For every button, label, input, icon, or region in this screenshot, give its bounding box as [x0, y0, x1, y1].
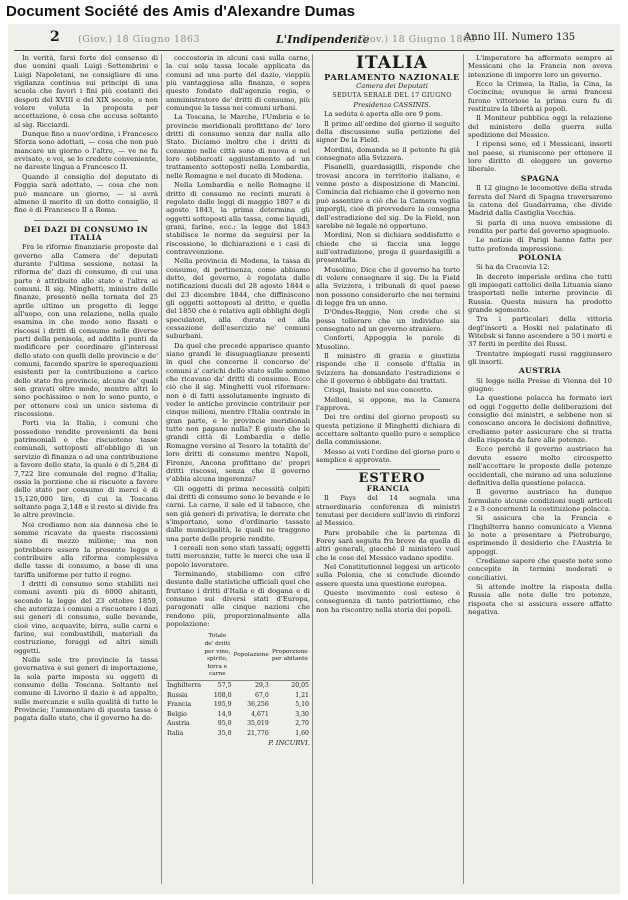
table-cell: 36,256 — [247, 701, 269, 709]
paragraph: Si attende inoltre la risposta della Russia alle note delle tre potenze, risposta che si assicura essere affatto negativa. — [468, 582, 612, 616]
table-cell: Austria — [167, 720, 190, 728]
table-header: Popolazione — [233, 632, 270, 680]
table-cell: 108,0 — [213, 691, 232, 699]
table-cell: 21,776 — [247, 729, 269, 737]
paragraph: Si legge nella Presse di Vienna del 10 giugno: — [468, 376, 612, 394]
table-header: Proporzione per abitante — [270, 632, 310, 680]
table-row — [166, 710, 310, 720]
paragraph: Messo ai voti l'ordine del giorno puro e semplice è approvato. — [316, 447, 460, 465]
table-row — [166, 700, 310, 710]
masthead — [14, 28, 614, 51]
section-heading-austria: AUSTRIA — [518, 366, 562, 376]
headline: ITALIA — [356, 54, 428, 73]
paragraph: Il governo austriaco ha dunque formulato alcune condizioni sugli articoli 2 e 3 concernenti la costituzione polacca. — [468, 488, 612, 513]
paragraph: Conforti, Appoggia le parole di Musolino. — [316, 334, 460, 351]
section-heading: DEI DAZI DI CONSUMO IN ITALIA — [23, 224, 149, 242]
paragraph: Gli oggetti di prima necessità colpiti dai dritti di consumo sono le bevande e le carni. La carne, il sale ed il tabacco, che son già generi di privativa; le derrate che s'importano, sono d'ordinario tassate dalle municipalità, le quali ne traggono una parte delle proprie rendite. — [166, 484, 310, 543]
table-row — [166, 729, 310, 739]
column-3 — [316, 54, 460, 884]
date-left: (Giov.) 18 Giugno 1863 — [78, 34, 201, 45]
paragraph: Trentatre impiegati russi raggiunsero gli insorti. — [468, 349, 612, 367]
paragraph: Il primo all'ordine del giorno il seguito della discussione sulla petizione del signor De la Field. — [316, 119, 460, 145]
paragraph: coccostoria in alcuni casi sulla carne, la cui sola tassa locale applicata da comuni ad una parte del dazio, vieppiù più vantaggiosa alla finanza, e sopra questo fondato dall'agenzia regia, o amministratore de' dritti di consumo, più comunque la tassa nei comuni urbani. — [166, 54, 310, 113]
paragraph: Le notizie di Parigi hanno fatto per tutto profonda impressione. — [468, 236, 612, 253]
newspaper-title: L'Indipendente — [276, 33, 370, 46]
issue-number: Anno III. Numero 135 — [464, 32, 576, 43]
paragraph: Nel Constitutionnel leggesi un articolo sulla Polonia, che si conclude dicendo essere questa una questione europea. — [316, 562, 460, 588]
page-number: 2 — [50, 29, 60, 45]
table-cell: 1,60 — [295, 729, 309, 737]
table-row — [166, 691, 310, 701]
column-rule — [463, 54, 464, 884]
paragraph: Porti via la Italia, i comuni che possedono rendite provenienti da beni patrimoniali e che riscuotono tasse comunali, sottoposti all'obbligo di un servizio di finanza o ad una contribuzione a favore dello stato, la quale è di 5,284 di 7,722 lire comunale del regno d'Italia; ossia la porzione che si riscuote a favore dello stato per consumo di merci è di 15,120,000 lire, di cui la Toscana soltanto paga 2,148 e il resto si divide fra le altre provincie. — [14, 419, 158, 520]
date-right: (Giov.) 18 Giugno 1863 — [354, 34, 477, 45]
divider — [336, 469, 440, 470]
paragraph: Terminando, stabiliamo con cifre desunte dalle statistiche ufficiali quel che fruttano i dritti d'Italia e di dogana e di consumo sui diversi stati d'Europa, paragonati alle cinque nazioni che rendono più, proporzionalmente alla popolazione: — [166, 569, 310, 629]
paragraph: Da quel che precede apparisce quanto siano grandi le disuguaglianze presenti in quel che concerne il concorso de' comuni a' carichi dello stato sulle somme che ricavano da' dritti di consumo. Ecco ciò che il sig. Minghetti vuol riformare: non è di fatti assolutamente ingiusto di veder le antiche provincie contribuir per cinque milioni, mentre l'Italia centrale in gran parte, e le provincie meridionali tutte non pagano nulla? È giusto che le grandi città di Lombardia e delle Romagne versino al Tesoro la totalità de' loro dritti di consumo mentre Napoli, Firenze, Ancona profittano de' propri dritti riscossi, senza che il governo v'abbia alcuna ingerenza? — [166, 341, 310, 484]
section-heading-polonia: POLONIA — [518, 252, 562, 262]
paragraph: Musolino, Dice che il governo ha torto di volere consegnare il sig. De la Field alla Svizzera, i tribunali di quel paese non possono considerarlo che nei termini di legge fra un anno. — [316, 265, 460, 307]
paragraph: I dritti di consumo sono stabiliti nei comuni aventi più di 6000 abitanti, secondo la legge del 23 ottobre 1859, che autorizza i comuni a riscuotere i dazi sui generi di consumo, sulle bevande, cioè vino, acquavite, birra, sulle carni e farine, sui combustibili, materiali da costruzione, foraggi ed altri simili oggetti. — [14, 579, 158, 655]
paragraph: Crediamo sapere che queste note sono concepite in termini moderati e conciliativi. — [468, 556, 612, 582]
table-cell: 4,671 — [251, 710, 269, 718]
table-cell: 5,10 — [295, 701, 309, 709]
paragraph: Mordini, domanda se il petente fu già consegnato alla Svizzera. — [316, 145, 460, 163]
table-cell: Russia — [167, 691, 188, 699]
table-header: Totale de' dritti per vino, spirito, birra e carne — [202, 632, 232, 680]
paragraph: Pare probabile che la partenza di Forey sarà seguita fra breve da quella di altri generali, giacchè il ministero vuol che le cose del Messico vadano spedite. — [316, 528, 460, 562]
session-title: SEDUTA SERALE DEL 17 GIUGNO — [332, 91, 452, 99]
signature: P. INCURVI. — [268, 738, 310, 747]
paragraph: Tra i particolari della vittoria degl'insorti a Hoski nel palatinato di Witebsk si fanno ascendere a 50 i morti e 37 feriti in perdite dei Russi. — [468, 315, 612, 349]
banner-text: Document Société des Amis d'Alexandre Dumas — [6, 3, 356, 20]
paragraph: Nella provincia di Modena, la tassa di consumo, di pertinenza, come abbiamo detto, del governo, è regolata dalle notificazioni ducali del 28 agosto 1844 e del 23 dicembre 1844, che diffiniscono gli oggetti sottoposti al dritto, e quella del 1850 che è relativa agli obblighi degli speculatori, alla durata ed alla cessazione dell'esercizio ne' comuni suburbani. — [166, 257, 310, 341]
table-cell: Belgio — [167, 710, 187, 718]
paragraph: La Toscana, le Marche, l'Umbria e le provincie meridionali profittano de' loro dritti di consumo senza dar nulla allo Stato. Diciamo inoltre che i dritti di consumo nelle città sono di nuova e nel loro sobbarcati aggiustamento ad un trattamento sottoposti nella Lombardia, nelle Romagne e nel ducato di Modena. — [166, 113, 310, 180]
table-row — [166, 719, 310, 729]
paragraph: Ecco la Crimea, la Italia, la Cina, la Cocincina; ovunque le armi francesi furono vittoriose la prima cura fu di restituire la libertà ai popoli. — [468, 80, 612, 114]
table-cell: 67,0 — [255, 691, 269, 699]
table-cell: 2,70 — [295, 720, 309, 728]
table-cell: 3,30 — [295, 710, 309, 718]
section-heading-francia: FRANCIA — [366, 483, 410, 493]
paragraph: D'Ondes-Reggio, Non crede che si possa tollerare che un individuo sia consegnato ad un governo straniero. — [316, 308, 460, 333]
paragraph: Dunque fino a nuov'ordine, i Francesco Sforza sono adottati, — cosa che non può mancare un giorno o l'altro, — ve ne fu avvisato, e voi, se lo credete conveniente, ne dareste lingua a Francesco II. — [14, 130, 158, 172]
paragraph: Mordini, Non si dichiara soddisfatto e chiede che si faccia una legge sull'estradizione, prega il guardasigilli a presentarla. — [316, 231, 460, 265]
paragraph: Il Moniteur pubblica oggi la relazione del ministero della guerra sulla spedizione del Messico. — [468, 114, 612, 140]
section-title-estero: ESTERO — [358, 471, 426, 487]
paragraph: In verità, farsi forte del consenso di due uomini quali Luigi Settembrini e Luigi Napoletani, ne consigliare di una vigilanza continua sui principi di una scuola che favorì i fini più costanti dei despoti del XVIII e del XIX secolo, e non volere voluta la proposta per accettazione, è cosa che accusa soltanto al sig. Ricciardi. — [14, 54, 158, 129]
column-2 — [166, 54, 310, 884]
column-rule — [312, 54, 313, 884]
paragraph: Questo movimento così esteso è conseguenza di tanto patriottismo, che non ha riscontro nella storia dei popoli. — [316, 588, 460, 614]
paragraph: Si assicura che la Francia e l'Inghilterra hanno comunicato a Vienna le note a presentare a Pietroburgo, esprimendo il desiderio che l'Austria le appoggi. — [468, 514, 612, 556]
table-cell: 29,3 — [255, 681, 269, 689]
newspaper-page — [8, 24, 620, 894]
divider — [34, 220, 138, 221]
table-cell: 35,0 — [217, 729, 232, 737]
table-cell: 1,21 — [295, 691, 309, 699]
paragraph: Ecco perchè il governo austriaco ha dovuto essere molto circospetto nell'accettare le proposte delle potenze occidentali, che mirano ad una soluzione definitiva della questione polacca. — [468, 445, 612, 487]
statistics-table — [166, 632, 310, 738]
paragraph: La questione polacca ha formato ieri ed oggi l'oggetto delle deliberazioni del consiglio dei ministri, e sebbene non si conoscano ancora le decisioni definitive, crediamo poter assicurare che si tratta della risposta da fare alle potenze. — [468, 394, 612, 445]
table-cell: 95,0 — [217, 720, 232, 728]
paragraph: I ripensi sono, ed i Messicani, insorti nel paese, si riuniscono per ottenere il loro diritto di eleggere un governo liberale. — [468, 140, 612, 174]
table-cell: Inghilterra — [167, 681, 202, 689]
paragraph: Si parla di una nuova emissione di rendita per parte del governo spagnuolo. — [468, 218, 612, 235]
document-banner — [0, 0, 628, 24]
paragraph: Melloni, si oppone, ma la Camera l'approva. — [316, 395, 460, 413]
table-row — [166, 680, 310, 690]
paragraph: Nelle sole tre provincie la tassa governativa è sui generi di importazione, la sola parte imposta su oggetti di consumo della Toscana. Soltanto nel comune di Livorno il dazio è ad appalto, sulle mercanzie e sulla qualità di tutte le Provincie; l'ammontare di questa tassa è pagata dallo stato, che il governo ha de- — [14, 656, 158, 723]
column-4 — [468, 54, 612, 884]
paragraph: Nella Lombardia e nelle Romagne il dritto di consumo ne recinti murati è regolato dalle leggi di maggio 1807 e di agosto 1843, la prima determina gli oggetti sottoposti alla tassa, come liquidi, grani, farine, ecc.; la legge del 1843 stabilisce le norme da seguirsi per la riscossione, le dichiarazioni e i casi di contravvenzione. — [166, 181, 310, 256]
column-rule — [161, 54, 162, 884]
paragraph: Si ha da Cracovia 12: — [476, 263, 550, 272]
paragraph: L'imperatore ha affermato sempre ai Messicani che la Francia non aveva intenzione di imporre loro un governo. — [468, 54, 612, 79]
table-cell: 195,9 — [213, 701, 232, 709]
table-cell: 35,019 — [247, 720, 269, 728]
table-header — [166, 632, 202, 680]
paragraph: I cereali non sono stati tassati; oggetti tutti mercanzie, tutte le merci che usa il popolo lavoratore. — [166, 543, 310, 569]
section-heading-spagna: SPAGNA — [520, 173, 560, 183]
table-cell: Italia — [167, 729, 184, 737]
table-cell: 14,9 — [217, 710, 232, 718]
paragraph: La seduta è aperta alle ore 9 pom. — [324, 110, 443, 119]
paragraph: Quando il consiglio del deputato di Foggia sarà adottato, — cosa che non può mancare un giorno, — si avrà almeno il merito di un dotto consiglio, il fine è di Francesco II a Roma. — [14, 172, 158, 215]
paragraph: Crispi, Insiste nel suo concetto. — [324, 386, 433, 395]
table-cell: 20,05 — [291, 681, 309, 689]
table-cell: 57,5 — [217, 681, 232, 689]
presidency: Presidenza CASSINIS. — [353, 101, 431, 110]
paragraph: Il 12 giugno le locomotive della strada ferrata del Nord di Spagna traversarono la catena del Guadarrama, che divide Madrid dalla Castiglia Vecchia. — [468, 184, 612, 218]
paragraph: Dei tre ordini del giorno proposti su questa petizione il Minghetti dichiara di accettare soltanto quello puro e semplice della commissione. — [316, 413, 460, 447]
paragraph: Fra le riforme finanziarie proposte dal governo alla Camera de' deputati durante l'ultima sessione, notasi la riforma de' dazi di consumo, di cui una parte è attribuito allo stato e l'altra ai comuni. Il sig. Minghetti, ministro delle finanze, presentò nella tornata del 25 aprile ultimo un progetto di legge all'uopo, con una relazione, nella quale esamina in che modo sono fissati e riscossi i dritti di consumo nelle diverse parti della penisola, ed addita i punti da modificare per coordinare gl'interessi dello stato con quelli delle provincie e de' comuni, facendo sparire le sperequazioni esistenti per la contribuzione a carico dello stato fra provincie, alcuna de' quali son gravati oltre modo, mentre altri lo sono pochissimo o non lo sono punto, e per ottenere così un unico sistema di riscossione. — [14, 243, 158, 419]
headline-sub: PARLAMENTO NAZIONALE — [324, 72, 460, 82]
chamber-title: Camera dei Deputati — [356, 82, 428, 91]
paragraph: Noi crediamo non sia dannosa che le somme ricavate da queste riscossioni siano di mezzo milione; ma non potrebbero essere la presente legge e contribuire alla riforma complessiva delle tasse di consumo, a base di una tariffa uniforme per tutto il regno. — [14, 520, 158, 579]
column-1 — [14, 54, 158, 884]
paragraph: In decreto imperiale ordina che tutti gli impiegati cattolici della Lituania siano trasportati nelle interne provincie di Russia. Questa misura ha prodotto grande sgomento. — [468, 272, 612, 314]
paragraph: Il ministro di grazia e giustizia risponde che il console d'Italia in Svizzera ha domandato l'estradizione e che il governo è obbligato dai trattati. — [316, 352, 460, 386]
paragraph: Pisanelli, guardasigilli, risponde che trovasi ancora in territorio italiano, e venne posto a disposizione di Mancini. Comincia dal richiamo che il governo non può assentire a ciò che la Camera voglia imporgli, cioè di provvedere la consegna dell'estradizione del sig. De la Field, non sarebbe nè legale nè opportuno. — [316, 163, 460, 230]
paragraph: Il Pays del 14 segnala una straordinaria conferenza di ministri tenutasi per decidere sull'invio di rinforzi al Messico. — [316, 494, 460, 528]
table-cell: Francia — [167, 701, 192, 709]
